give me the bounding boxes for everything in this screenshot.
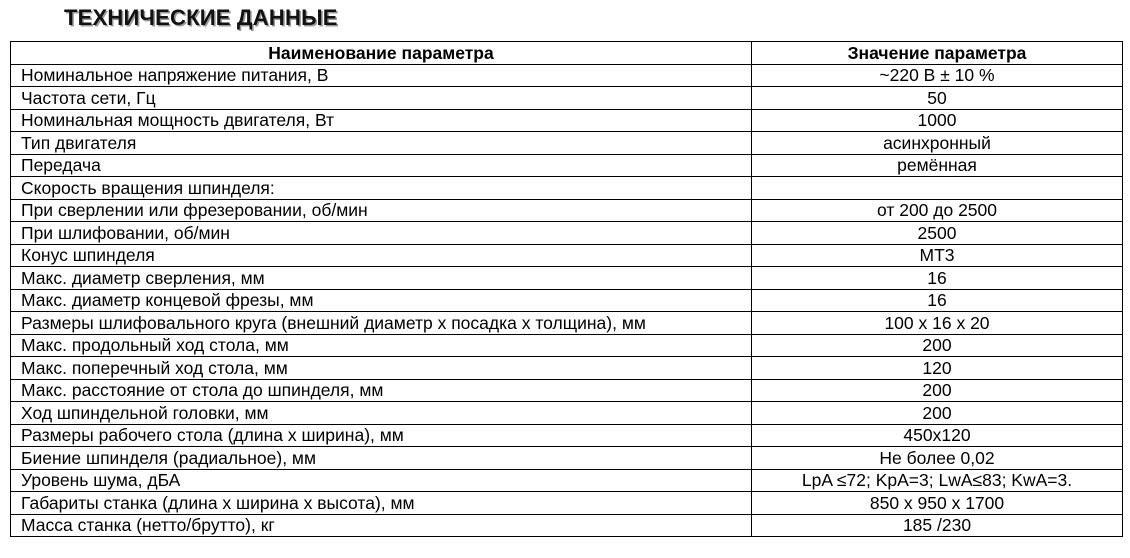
table-row [11, 424, 1123, 447]
table-row [11, 267, 1123, 290]
table-row [11, 469, 1123, 492]
parameter-name: Габариты станка (длина х ширина х высота), мм [11, 492, 752, 515]
parameter-name: Уровень шума, дБА [11, 469, 752, 492]
table-row [11, 109, 1123, 132]
parameter-name: Номинальное напряжение питания, В [11, 64, 752, 87]
table-row [11, 334, 1123, 357]
table-row [11, 289, 1123, 312]
table-row [11, 357, 1123, 380]
table-row [11, 447, 1123, 470]
parameter-name: Макс. расстояние от стола до шпинделя, мм [11, 379, 752, 402]
header-parameter-value: Значение параметра [752, 42, 1123, 65]
header-parameter-name: Наименование параметра [11, 42, 752, 65]
parameter-value: 200 [752, 334, 1123, 357]
parameter-value: асинхронный [752, 132, 1123, 155]
parameter-value: 185 /230 [752, 514, 1123, 537]
table-row [11, 132, 1123, 155]
parameter-value: 2500 [752, 222, 1123, 245]
table-header-row [11, 42, 1123, 65]
parameter-value: 850 х 950 х 1700 [752, 492, 1123, 515]
parameter-value: 16 [752, 289, 1123, 312]
parameter-name: Макс. продольный ход стола, мм [11, 334, 752, 357]
parameter-name: Номинальная мощность двигателя, Вт [11, 109, 752, 132]
parameter-value: 50 [752, 87, 1123, 110]
table-row [11, 87, 1123, 110]
parameter-name: Передача [11, 154, 752, 177]
parameter-name: Размеры шлифовального круга (внешний диаметр х посадка х толщина), мм [11, 312, 752, 335]
table-row [11, 492, 1123, 515]
parameter-value: ~220 В ± 10 % [752, 64, 1123, 87]
page-title: ТЕХНИЧЕСКИЕ ДАННЫЕ [64, 5, 338, 30]
table-row [11, 177, 1123, 200]
parameter-name: Макс. диаметр концевой фрезы, мм [11, 289, 752, 312]
parameter-value: МТ3 [752, 244, 1123, 267]
parameter-name: Тип двигателя [11, 132, 752, 155]
table-row [11, 402, 1123, 425]
parameter-value: 1000 [752, 109, 1123, 132]
parameter-name: Скорость вращения шпинделя: [11, 177, 752, 200]
table-row [11, 222, 1123, 245]
parameter-value: 200 [752, 379, 1123, 402]
parameter-value: LpA ≤72; KpA=3; LwA≤83; KwA=3. [752, 469, 1123, 492]
table-row [11, 154, 1123, 177]
parameter-value: ремённая [752, 154, 1123, 177]
parameter-value [752, 177, 1123, 200]
parameter-name: Частота сети, Гц [11, 87, 752, 110]
table-row [11, 244, 1123, 267]
parameter-name: При сверлении или фрезеровании, об/мин [11, 199, 752, 222]
specifications-table [10, 41, 1123, 537]
parameter-value: 200 [752, 402, 1123, 425]
parameter-name: Макс. диаметр сверления, мм [11, 267, 752, 290]
parameter-name: Конус шпинделя [11, 244, 752, 267]
table-row [11, 514, 1123, 537]
parameter-value: от 200 до 2500 [752, 199, 1123, 222]
parameter-name: Масса станка (нетто/брутто), кг [11, 514, 752, 537]
table-row [11, 64, 1123, 87]
parameter-value: 100 x 16 x 20 [752, 312, 1123, 335]
parameter-value: 16 [752, 267, 1123, 290]
table-row [11, 199, 1123, 222]
parameter-name: При шлифовании, об/мин [11, 222, 752, 245]
parameter-name: Макс. поперечный ход стола, мм [11, 357, 752, 380]
parameter-name: Биение шпинделя (радиальное), мм [11, 447, 752, 470]
parameter-value: Не более 0,02 [752, 447, 1123, 470]
table-row [11, 312, 1123, 335]
table-row [11, 379, 1123, 402]
parameter-value: 450х120 [752, 424, 1123, 447]
parameter-name: Ход шпиндельной головки, мм [11, 402, 752, 425]
parameter-value: 120 [752, 357, 1123, 380]
parameter-name: Размеры рабочего стола (длина х ширина), мм [11, 424, 752, 447]
